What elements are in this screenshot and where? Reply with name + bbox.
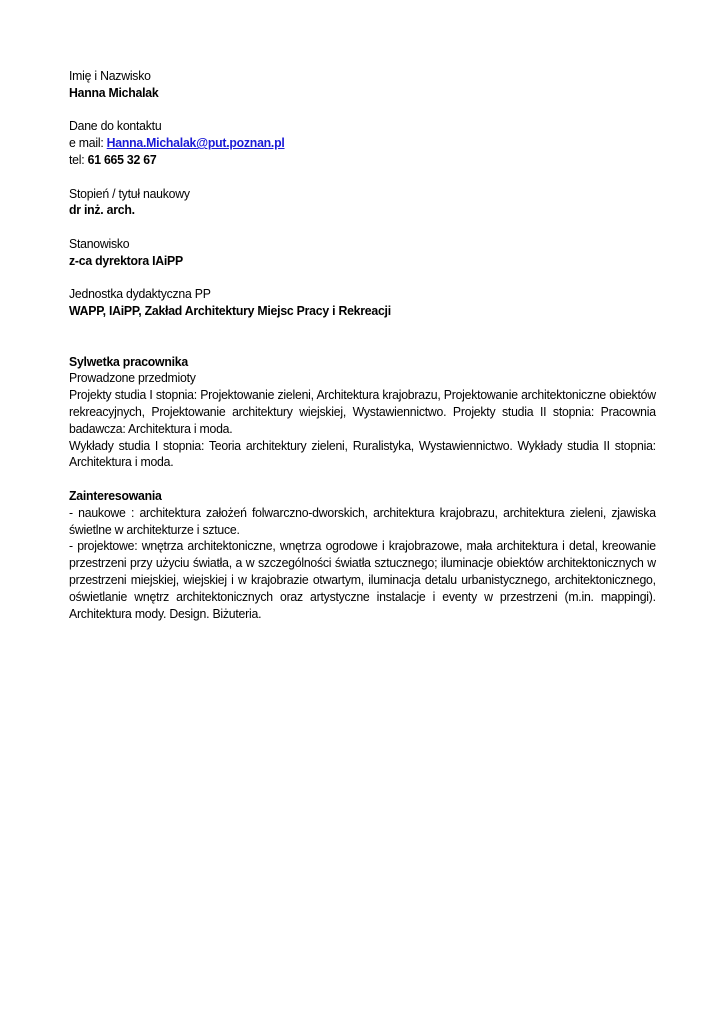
interests-heading: Zainteresowania — [69, 487, 162, 503]
email-link[interactable]: Hanna.Michalak@put.poznan.pl — [106, 135, 285, 151]
profile-heading: Sylwetka pracownika — [69, 353, 188, 369]
phone-label: tel: — [69, 151, 88, 167]
contact-label: Dane do kontaktu — [69, 118, 162, 134]
design-interests-paragraph: - projektowe: wnętrza architektoniczne, wnętrza ogrodowe i krajobrazowe, mała architektura i detal, kreowanie przestrzeni przy użyciu światła, a w szczególności światła sztucznego; iluminacje obiektów architektonicznych w przestrzeni miejskiej, wiejskiej i w krajobrazie otwartym, iluminacja detalu urbanistycznego, architektonicznego, oświetlanie wnętrz architektonicznych oraz artystyczne instalacje i eventy w przestrzeni (m.in. mappingi). Architektura mody. Design. Biżuteria. — [69, 538, 656, 621]
projects-paragraph: Projekty studia I stopnia: Projektowanie zieleni, Architektura krajobrazu, Projektowanie architektoniczne obiektów rekreacyjnych, Projektowanie architektury wiejskiej, Wystawiennictwo. Projekty studia II stopnia: Pracownia badawcza: Architektura i moda. — [69, 387, 656, 436]
unit-label: Jednostka dydaktyczna PP — [69, 286, 211, 302]
position-value: z-ca dyrektora IAiPP — [69, 252, 183, 268]
name-label: Imię i Nazwisko — [69, 68, 151, 83]
position-label: Stanowisko — [69, 235, 130, 251]
degree-value: dr inż. arch. — [69, 202, 135, 218]
phone-value: 61 665 32 67 — [87, 151, 157, 167]
scientific-interests-paragraph: - naukowe : architektura założeń folwarczno-dworskich, architektura krajobrazu, architektura zieleni, zjawiska świetlne w architekturze i sztuce. — [69, 504, 656, 537]
email-row — [69, 135, 656, 152]
phone-row — [69, 152, 656, 169]
lectures-paragraph: Wykłady studia I stopnia: Teoria architektury zieleni, Ruralistyka, Wystawiennictwo. Wykłady studia II stopnia: Architektura i moda. — [69, 437, 656, 470]
document-page — [69, 68, 656, 622]
email-label: e mail: — [69, 135, 107, 151]
unit-value: WAPP, IAiPP, Zakład Architektury Miejsc Pracy i Rekreacji — [69, 303, 391, 319]
courses-subheading: Prowadzone przedmioty — [69, 370, 196, 386]
name-value: Hanna Michalak — [69, 84, 159, 100]
degree-label: Stopień / tytuł naukowy — [69, 185, 190, 201]
